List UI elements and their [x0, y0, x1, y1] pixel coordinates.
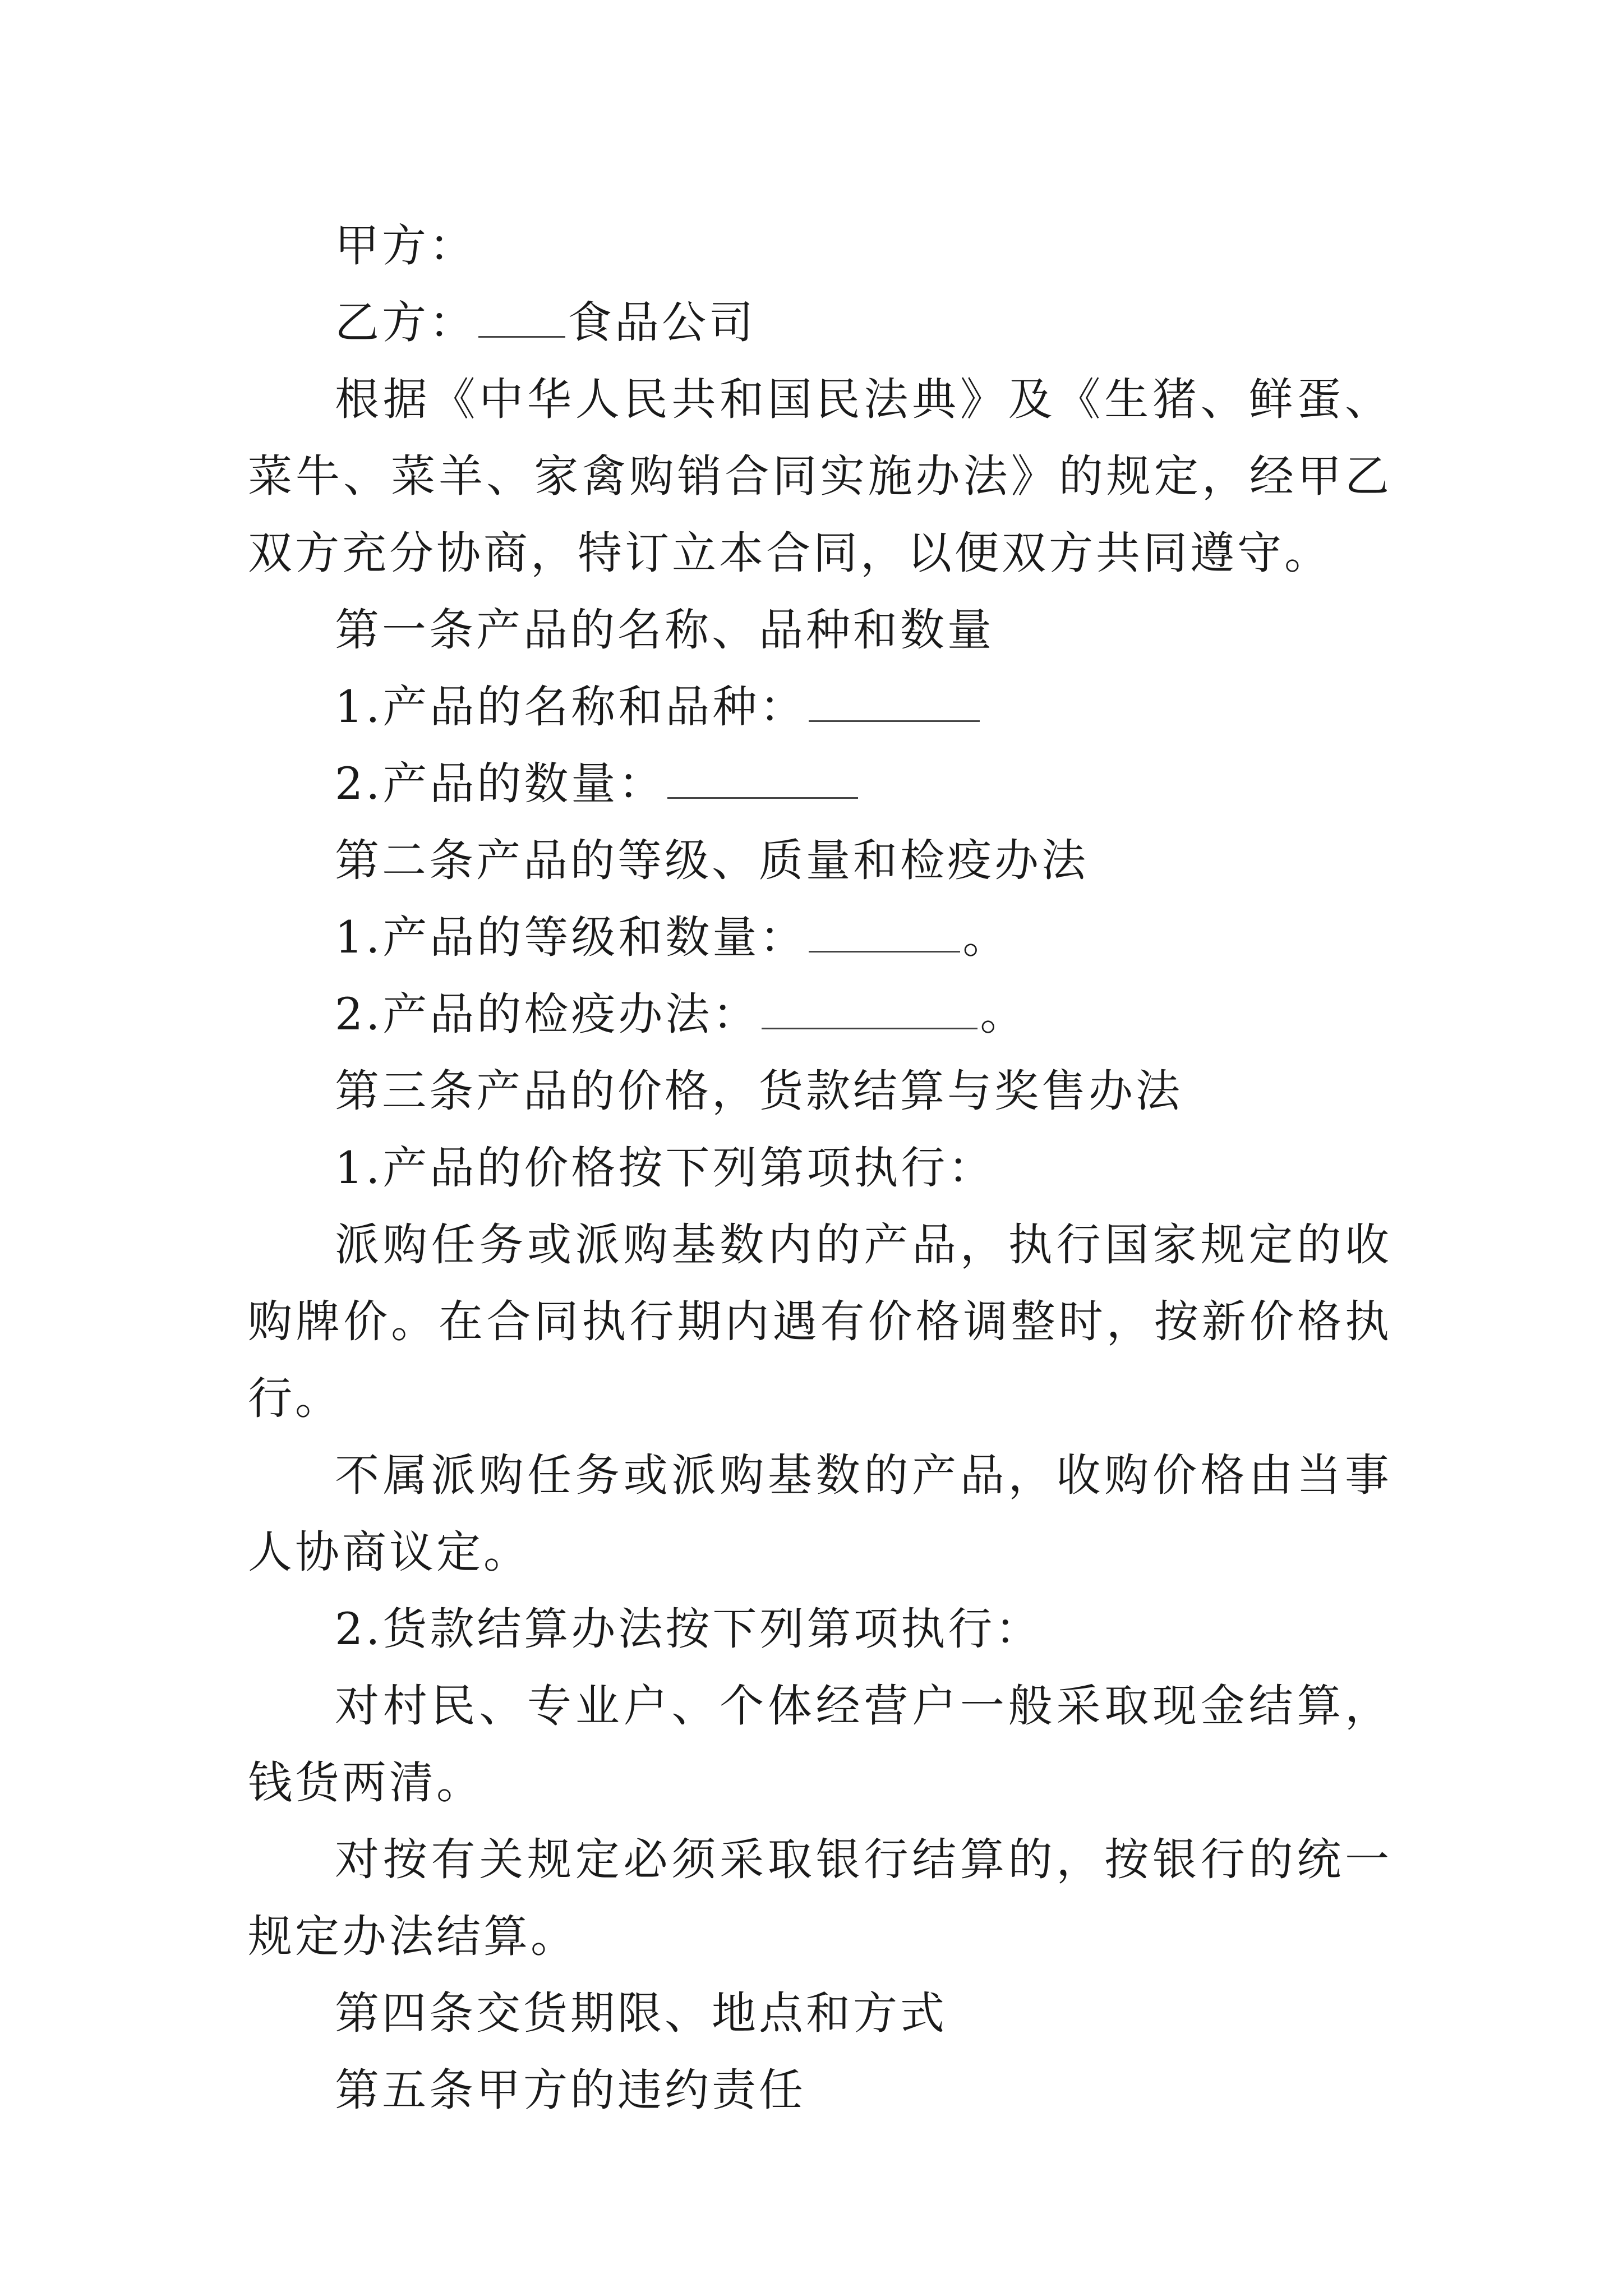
article-2-title: 第二条产品的等级、质量和检疫办法 [335, 835, 1089, 886]
party-b-label: 乙方： [335, 297, 476, 348]
article-3-paragraph-2: 不属派购任务或派购基数的产品，收购价格由当事人协商议定。 [248, 1450, 1392, 1578]
article-2-item-2 [248, 976, 1392, 1053]
product-name-blank [809, 681, 980, 722]
article-3-item-2: 2.货款结算办法按下列第项执行： [335, 1603, 1043, 1655]
article-1-item-2-label: 2.产品的数量： [335, 758, 666, 809]
article-4-title: 第四条交货期限、地点和方式 [335, 1987, 947, 2039]
article-1-title: 第一条产品的名称、品种和数量 [335, 604, 994, 656]
party-a-line [248, 208, 1392, 284]
contract-body [248, 208, 1392, 2129]
party-b-blank [478, 297, 565, 338]
article-2-item-1-end: 。 [962, 912, 1010, 963]
intro-paragraph: 根据《中华人民共和国民法典》及《生猪、鲜蛋、菜牛、菜羊、家禽购销合同实施办法》的规定，经甲乙双方充分协商，特订立本合同，以便双方共同遵守。 [248, 374, 1392, 579]
article-1-item-1 [248, 669, 1392, 746]
article-2-item-1 [248, 899, 1392, 976]
article-3-item-1: 1.产品的价格按下列第项执行： [335, 1142, 995, 1194]
quarantine-method-blank [762, 988, 978, 1029]
party-b-line [248, 284, 1392, 361]
party-b-company: 食品公司 [568, 297, 756, 348]
party-a-label: 甲方： [335, 220, 476, 272]
article-3-title: 第三条产品的价格，货款结算与奖售办法 [335, 1065, 1183, 1117]
article-1-item-1-label: 1.产品的名称和品种： [335, 681, 807, 733]
product-quantity-blank [667, 758, 858, 799]
product-grade-blank [809, 912, 960, 953]
article-2-item-1-label: 1.产品的等级和数量： [335, 912, 807, 963]
article-2-item-2-end: 。 [980, 988, 1027, 1040]
article-5-title: 第五条甲方的违约责任 [335, 2064, 806, 2116]
article-3-paragraph-1: 派购任务或派购基数内的产品，执行国家规定的收购牌价。在合同执行期内遇有价格调整时，按新价格执行。 [248, 1219, 1392, 1424]
article-1-item-2 [248, 746, 1392, 822]
article-3-paragraph-4: 对按有关规定必须采取银行结算的，按银行的统一规定办法结算。 [248, 1834, 1392, 1962]
article-2-item-2-label: 2.产品的检疫办法： [335, 988, 760, 1040]
article-3-paragraph-3: 对村民、专业户、个体经营户一般采取现金结算，钱货两清。 [248, 1680, 1392, 1809]
